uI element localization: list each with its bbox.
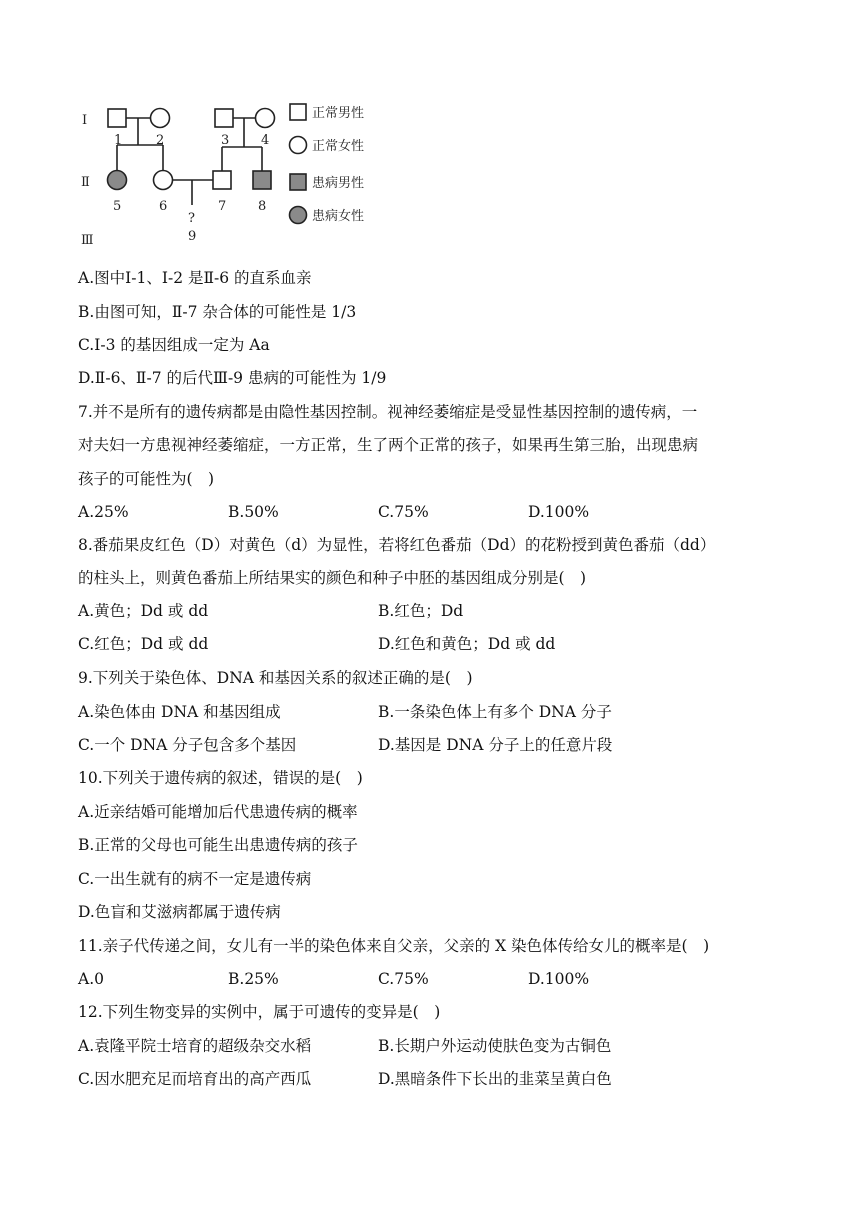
legend-affected-male-icon: [290, 174, 306, 190]
q8-option-c: C.红色；Dd 或 dd: [78, 635, 209, 653]
individual-label-1: 1: [114, 133, 123, 148]
q7-stem-line-1: 7.并不是所有的遗传病都是由隐性基因控制。视神经萎缩症是受显性基因控制的遗传病，一: [78, 403, 698, 421]
q9-option-a: A.染色体由 DNA 和基因组成: [78, 703, 281, 721]
individual-label-7: 7: [218, 199, 227, 214]
individual-3: [215, 109, 233, 127]
legend-affected-male: 患病男性: [312, 176, 365, 191]
q6-option-c: C.Ⅰ-3 的基因组成一定为 Aa: [78, 336, 270, 354]
q7-option-b: B.50%: [228, 503, 279, 521]
individual-7: [213, 171, 231, 189]
legend-affected-female-icon: [290, 207, 307, 224]
q12-option-a: A.袁隆平院士培育的超级杂交水稻: [78, 1037, 312, 1055]
individual-label-9: 9: [188, 229, 197, 244]
q7-stem-line-2: 对夫妇一方患视神经萎缩症，一方正常，生了两个正常的孩子，如果再生第三胎，出现患病: [78, 436, 699, 454]
legend-normal-female-icon: [290, 137, 307, 154]
individual-6: [154, 171, 173, 190]
q9-stem: 9.下列关于染色体、DNA 和基因关系的叙述正确的是( ): [78, 669, 473, 687]
legend-normal-female: 正常女性: [312, 139, 365, 154]
legend-normal-male-icon: [290, 104, 306, 120]
q8-option-d: D.红色和黄色；Dd 或 dd: [378, 635, 556, 653]
q7-option-a: A.25%: [78, 503, 129, 521]
q11-option-c: C.75%: [378, 970, 429, 988]
generation-label-2: Ⅱ: [81, 175, 90, 190]
individual-label-2: 2: [156, 133, 165, 148]
individual-label-5: 5: [113, 199, 122, 214]
q10-option-d: D.色盲和艾滋病都属于遗传病: [78, 903, 281, 921]
q6-option-a: A.图中Ⅰ-1、Ⅰ-2 是Ⅱ-6 的直系血亲: [78, 269, 312, 287]
q8-option-b: B.红色；Dd: [378, 602, 464, 620]
legend-affected-female: 患病女性: [312, 209, 365, 224]
q11-option-b: B.25%: [228, 970, 279, 988]
q10-stem: 10.下列关于遗传病的叙述，错误的是( ): [78, 769, 363, 787]
q6-option-d: D.Ⅱ-6、Ⅱ-7 的后代Ⅲ-9 患病的可能性为 1/9: [78, 369, 387, 387]
q8-stem-line-2: 的柱头上，则黄色番茄上所结果实的颜色和种子中胚的基因组成分别是( ): [78, 569, 587, 587]
q11-stem: 11.亲子代传递之间，女儿有一半的染色体来自父亲，父亲的 X 染色体传给女儿的概率是( ): [78, 937, 710, 955]
q10-option-a: A.近亲结婚可能增加后代患遗传病的概率: [78, 803, 358, 821]
q8-option-a: A.黄色；Dd 或 dd: [78, 602, 209, 620]
q9-option-d: D.基因是 DNA 分子上的任意片段: [378, 736, 613, 754]
q12-stem: 12.下列生物变异的实例中，属于可遗传的变异是( ): [78, 1003, 441, 1021]
q7-stem-line-3: 孩子的可能性为( ): [78, 470, 215, 488]
q9-option-c: C.一个 DNA 分子包含多个基因: [78, 736, 297, 754]
individual-4: [256, 109, 275, 128]
individual-5: [108, 171, 127, 190]
generation-label-3: Ⅲ: [81, 233, 94, 248]
individual-label-3: 3: [221, 133, 230, 148]
individual-label-4: 4: [261, 133, 270, 148]
q7-option-c: C.75%: [378, 503, 429, 521]
q9-option-b: B.一条染色体上有多个 DNA 分子: [378, 703, 612, 721]
legend-normal-male: 正常男性: [312, 106, 365, 121]
q12-option-c: C.因水肥充足而培育出的高产西瓜: [78, 1070, 312, 1088]
pedigree-chart: [76, 98, 376, 248]
q10-option-c: C.一出生就有的病不一定是遗传病: [78, 870, 312, 888]
q12-option-d: D.黑暗条件下长出的韭菜呈黄白色: [378, 1070, 612, 1088]
individual-2: [151, 109, 170, 128]
individual-label-8: 8: [258, 199, 267, 214]
individual-1: [108, 109, 126, 127]
generation-label-1: Ⅰ: [82, 113, 88, 128]
q8-stem-line-1: 8.番茄果皮红色（D）对黄色（d）为显性，若将红色番茄（Dd）的花粉授到黄色番茄（dd）: [78, 536, 716, 554]
q11-option-d: D.100%: [528, 970, 590, 988]
unknown-mark: ?: [188, 211, 195, 226]
q10-option-b: B.正常的父母也可能生出患遗传病的孩子: [78, 836, 358, 854]
individual-label-6: 6: [159, 199, 168, 214]
q11-option-a: A.0: [78, 970, 104, 988]
individual-8: [253, 171, 271, 189]
q12-option-b: B.长期户外运动使肤色变为古铜色: [378, 1037, 612, 1055]
q7-option-d: D.100%: [528, 503, 590, 521]
q6-option-b: B.由图可知，Ⅱ-7 杂合体的可能性是 1/3: [78, 303, 357, 321]
